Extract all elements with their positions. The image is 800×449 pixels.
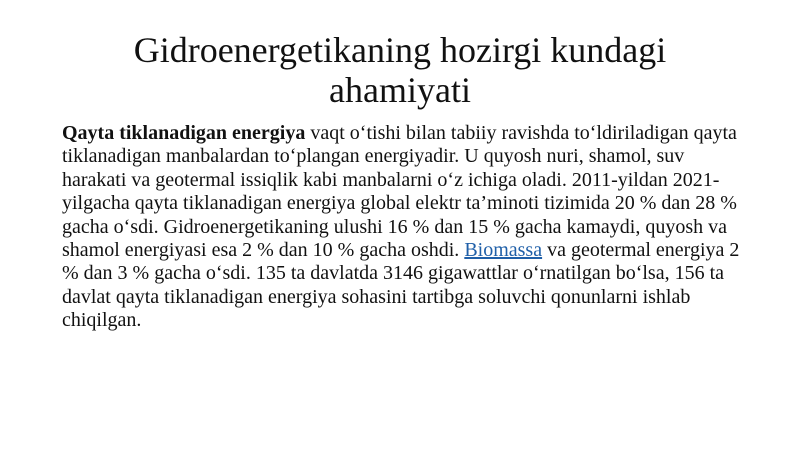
body-paragraph [62,122,752,333]
biomassa-link[interactable]: Biomassa [464,239,543,262]
paragraph-text-part-2: va geotermal energiya 2 % dan 3 % gacha o‘sdi. 135 ta davlatda 3146 gigawattlar o‘rnatilgan bo‘lsa, 156 ta davlat qayta tiklanadigan energiya sohasini tartibga soluvchi qonunlarni ishlab chiqilgan. [62,239,740,332]
paragraph-text-part-1: vaqt o‘tishi bilan tabiiy ravishda to‘ldiriladigan qayta tiklanadigan manbalardan to‘plangan energiyadir. U quyosh nuri, shamol, suv harakati va geotermal issiqlik kabi manbalarni o‘z ichiga oladi. 2011-yildan 2021-yilgacha qayta tiklanadigan energiya global elektr ta’minoti tizimida 20 % dan 28 % gacha o‘sdi. Gidroenergetikaning ulushi 16 % dan 15 % gacha kamaydi, quyosh va shamol energiyasi esa 2 % dan 10 % gacha oshdi. [62,122,737,262]
slide-title [80,30,720,110]
slide-title-line-2: ahamiyati [329,70,471,110]
slide-title-line-1: Gidroenergetikaning hozirgi kundagi [133,30,667,70]
bold-term: Qayta tiklanadigan energiya [62,122,306,144]
